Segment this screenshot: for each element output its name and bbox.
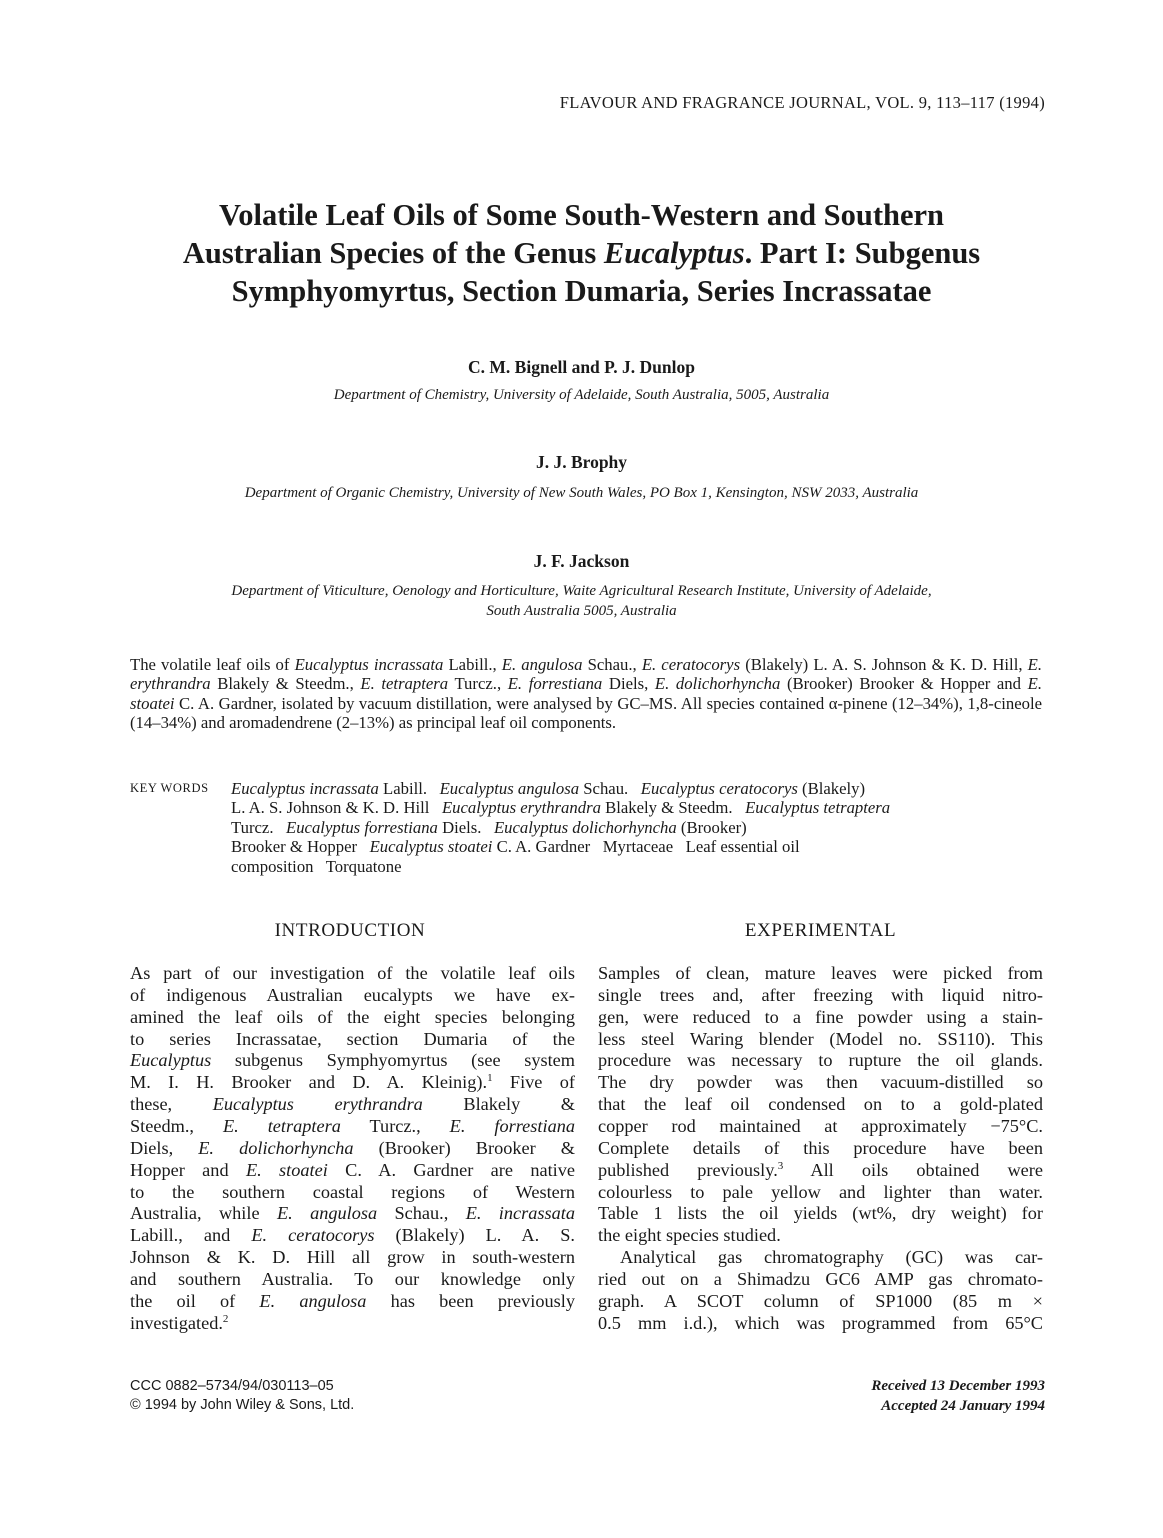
text-line bbox=[130, 1116, 575, 1138]
text-line bbox=[130, 1203, 575, 1225]
keywords-line bbox=[231, 837, 1045, 856]
text: published previously. bbox=[598, 1159, 778, 1180]
text-line bbox=[130, 1094, 575, 1116]
title-genus: Eucalyptus bbox=[603, 235, 745, 270]
accepted-date: Accepted 24 January 1994 bbox=[881, 1397, 1045, 1414]
text-line bbox=[130, 1291, 575, 1313]
text: investigated. bbox=[130, 1312, 223, 1333]
text: subgenus Symphyomyrtus (see system bbox=[211, 1050, 575, 1071]
section-heading-introduction: INTRODUCTION bbox=[274, 920, 426, 941]
species-name: E. angulosa bbox=[501, 655, 583, 674]
abstract-text: (Brooker) Brooker & Hopper and bbox=[780, 674, 1028, 694]
text: Labill., and bbox=[130, 1225, 252, 1246]
species-name: Eucalyptus incrassata bbox=[294, 655, 444, 674]
species-name: E. erythrandra bbox=[130, 655, 1042, 694]
text: (Brooker) Brooker & bbox=[353, 1137, 576, 1158]
keyword: C. A. Gardner Myrtaceae Leaf essential oil bbox=[492, 837, 800, 857]
text-line: the eight species studied. bbox=[598, 1225, 781, 1246]
species-name: E. stoatei bbox=[130, 674, 1042, 713]
ccc-code: CCC 0882–5734/94/030113–05 bbox=[130, 1378, 334, 1394]
species-name: E. dolichorhyncha bbox=[198, 1137, 354, 1158]
text-line: graph. A SCOT column of SP1000 (85 m × bbox=[598, 1290, 1043, 1311]
keyword: L. A. S. Johnson & K. D. Hill bbox=[231, 798, 442, 818]
text-line: colourless to pale yellow and lighter than water. bbox=[598, 1181, 1043, 1202]
text: Blakely & bbox=[422, 1094, 576, 1115]
text-line: Analytical gas chromatography (GC) was car- bbox=[620, 1247, 1043, 1268]
abstract-text: Schau., bbox=[582, 655, 642, 674]
text: Schau., bbox=[377, 1203, 466, 1224]
text: Five of bbox=[492, 1072, 575, 1093]
species-name: E. angulosa bbox=[276, 1203, 378, 1224]
text-line: amined the leaf oils of the eight species belonging bbox=[130, 1006, 575, 1027]
text: M. I. H. Brooker and D. A. Kleinig). bbox=[130, 1072, 488, 1093]
keywords-line: composition Torquatone bbox=[231, 856, 402, 876]
text-line bbox=[130, 1313, 575, 1335]
footer-dates bbox=[871, 1377, 1045, 1417]
keywords-line bbox=[231, 779, 1045, 798]
text-line bbox=[130, 1225, 575, 1247]
text: All oils obtained were bbox=[783, 1159, 1043, 1180]
keyword: Diels. bbox=[437, 817, 494, 837]
text-line: gen, were reduced to a fine powder using a stain- bbox=[598, 1006, 1043, 1027]
species-name: E. tetraptera bbox=[360, 674, 449, 694]
experimental-column bbox=[598, 963, 1043, 1335]
affiliation-line: Department of Organic Chemistry, University of New South Wales, PO Box 1, Kensington, NSW 2033, Australia bbox=[244, 485, 919, 501]
text: has been previously bbox=[366, 1290, 575, 1311]
keywords bbox=[130, 779, 1045, 876]
author-names: J. J. Brophy bbox=[535, 452, 628, 472]
title-line-2 bbox=[110, 235, 1053, 273]
text-line bbox=[130, 1138, 575, 1160]
text-line bbox=[130, 1160, 575, 1182]
keyword: Eucalyptus angulosa bbox=[439, 779, 580, 798]
species-name: E. stoatei bbox=[245, 1159, 328, 1180]
abstract-text: Turcz., bbox=[448, 674, 508, 694]
abstract-text: Blakely & Steedm., bbox=[210, 674, 361, 694]
text-line bbox=[598, 1160, 1043, 1182]
text: Turcz., bbox=[340, 1116, 450, 1137]
section-heading-experimental: EXPERIMENTAL bbox=[744, 920, 897, 941]
keyword: Eucalyptus erythrandra bbox=[441, 798, 601, 818]
author-names: C. M. Bignell and P. J. Dunlop bbox=[468, 357, 695, 377]
abstract-text: (Blakely) L. A. S. Johnson & K. D. Hill, bbox=[740, 655, 1028, 674]
citation-ref: 2 bbox=[222, 1312, 229, 1325]
affiliation-line: South Australia 5005, Australia bbox=[486, 602, 677, 619]
keyword: Eucalyptus dolichorhyncha bbox=[493, 817, 677, 837]
keyword: Eucalyptus ceratocorys bbox=[640, 779, 798, 798]
introduction-column bbox=[130, 963, 575, 1335]
species-name: E. tetraptera bbox=[222, 1116, 341, 1137]
text-line bbox=[130, 1072, 575, 1094]
keywords-label: KEY WORDS bbox=[130, 781, 209, 795]
text-line: Table 1 lists the oil yields (wt%, dry weight) for bbox=[598, 1203, 1043, 1224]
species-name: E. incrassata bbox=[465, 1203, 575, 1224]
keyword: Blakely & Steedm. bbox=[600, 798, 746, 818]
text-line: less steel Waring blender (Model no. SS110). This bbox=[598, 1028, 1043, 1049]
keyword: Eucalyptus tetraptera bbox=[745, 798, 891, 818]
footer-publication-info bbox=[130, 1377, 354, 1415]
received-date: Received 13 December 1993 bbox=[871, 1378, 1045, 1394]
species-name: E. forrestiana bbox=[449, 1116, 575, 1137]
text: the oil of bbox=[130, 1290, 260, 1311]
text-line: As part of our investigation of the volatile leaf oils bbox=[130, 963, 575, 983]
citation-ref: 1 bbox=[487, 1072, 493, 1085]
affiliation-line: Department of Viticulture, Oenology and Horticulture, Waite Agricultural Research Institute, University of Adelaide, bbox=[231, 583, 932, 599]
abstract-text: Labill., bbox=[443, 655, 502, 674]
author-affiliation bbox=[110, 582, 1053, 621]
genus-name: Eucalyptus bbox=[130, 1050, 212, 1071]
keywords-line bbox=[231, 818, 1045, 837]
text: Steedm., bbox=[130, 1116, 223, 1137]
keyword: (Brooker) bbox=[676, 817, 747, 837]
text: Hopper and bbox=[130, 1159, 246, 1180]
title-line-1: Volatile Leaf Oils of Some South-Western and Southern bbox=[219, 198, 944, 232]
species-name: Eucalyptus erythrandra bbox=[212, 1094, 423, 1115]
species-name: E. ceratocorys bbox=[251, 1225, 375, 1246]
abstract bbox=[130, 655, 1042, 733]
keywords-line bbox=[231, 798, 1045, 817]
title-line-3: Symphyomyrtus, Section Dumaria, Series Incrassatae bbox=[231, 273, 932, 308]
species-name: E. ceratocorys bbox=[641, 655, 741, 674]
keyword: Eucalyptus incrassata bbox=[231, 779, 379, 798]
keyword: Brooker & Hopper bbox=[231, 837, 370, 857]
text: Australia, while bbox=[130, 1203, 277, 1224]
abstract-text: Diels, bbox=[602, 674, 655, 694]
keyword: Schau. bbox=[579, 779, 641, 798]
species-name: E. angulosa bbox=[259, 1290, 367, 1311]
text-line: Samples of clean, mature leaves were picked from bbox=[598, 963, 1043, 983]
article-title bbox=[110, 197, 1053, 310]
keyword: Turcz. bbox=[231, 817, 287, 837]
keywords-list bbox=[231, 779, 1045, 876]
affiliation-line: Department of Chemistry, University of Adelaide, South Australia, 5005, Australia bbox=[333, 387, 830, 403]
title-text: Australian Species of the Genus bbox=[182, 235, 604, 270]
text-line: that the leaf oil condensed on to a gold-plated bbox=[598, 1094, 1043, 1115]
running-head: FLAVOUR AND FRAGRANCE JOURNAL, VOL. 9, 113–117 (1994) bbox=[559, 93, 1045, 112]
abstract-text: The volatile leaf oils of bbox=[130, 655, 295, 674]
author-names: J. F. Jackson bbox=[533, 551, 630, 571]
title-text: . Part I: Subgenus bbox=[744, 235, 981, 270]
text-line: procedure was necessary to rupture the oil glands. bbox=[598, 1050, 1043, 1071]
text-line: ried out on a Shimadzu GC6 AMP gas chromato- bbox=[598, 1269, 1043, 1290]
keyword: (Blakely) bbox=[797, 779, 866, 798]
text-line: Johnson & K. D. Hill all grow in south-western bbox=[130, 1247, 575, 1268]
species-name: E. forrestiana bbox=[507, 674, 603, 694]
text-line bbox=[130, 1050, 575, 1072]
text-line: and southern Australia. To our knowledge only bbox=[130, 1269, 575, 1290]
species-name: E. dolichorhyncha bbox=[654, 674, 781, 694]
abstract-text: C. A. Gardner, isolated by vacuum distillation, were analysed by GC–MS. All species contained α-pinene (12–34%), 1,8-cineole (14–34%) and aromadendrene (2–13%) as principal leaf oil components. bbox=[130, 693, 1042, 733]
text-line: of indigenous Australian eucalypts we have ex- bbox=[130, 984, 575, 1005]
text: (Blakely) L. A. S. bbox=[374, 1225, 576, 1246]
text-line: 0.5 mm i.d.), which was programmed from 65°C bbox=[598, 1312, 1043, 1333]
text-line: copper rod maintained at approximately −75°C. bbox=[598, 1116, 1043, 1137]
text: C. A. Gardner are native bbox=[327, 1159, 575, 1180]
author-affiliation bbox=[110, 484, 1053, 504]
keyword: Eucalyptus stoatei bbox=[369, 837, 493, 857]
text-line: Complete details of this procedure have been bbox=[598, 1137, 1043, 1158]
citation-ref: 3 bbox=[777, 1159, 784, 1172]
text: these, bbox=[130, 1094, 213, 1115]
keyword: Eucalyptus forrestiana bbox=[286, 817, 438, 837]
keyword: Labill. bbox=[378, 779, 440, 798]
author-affiliation bbox=[110, 386, 1053, 406]
text-line: to the southern coastal regions of Western bbox=[130, 1181, 575, 1202]
copyright-notice: © 1994 by John Wiley & Sons, Ltd. bbox=[130, 1397, 355, 1414]
text-line: to series Incrassatae, section Dumaria of the bbox=[130, 1028, 575, 1049]
text-line: The dry powder was then vacuum-distilled so bbox=[598, 1072, 1043, 1093]
text: Diels, bbox=[130, 1137, 199, 1158]
text-line: single trees and, after freezing with liquid nitro- bbox=[598, 984, 1043, 1005]
